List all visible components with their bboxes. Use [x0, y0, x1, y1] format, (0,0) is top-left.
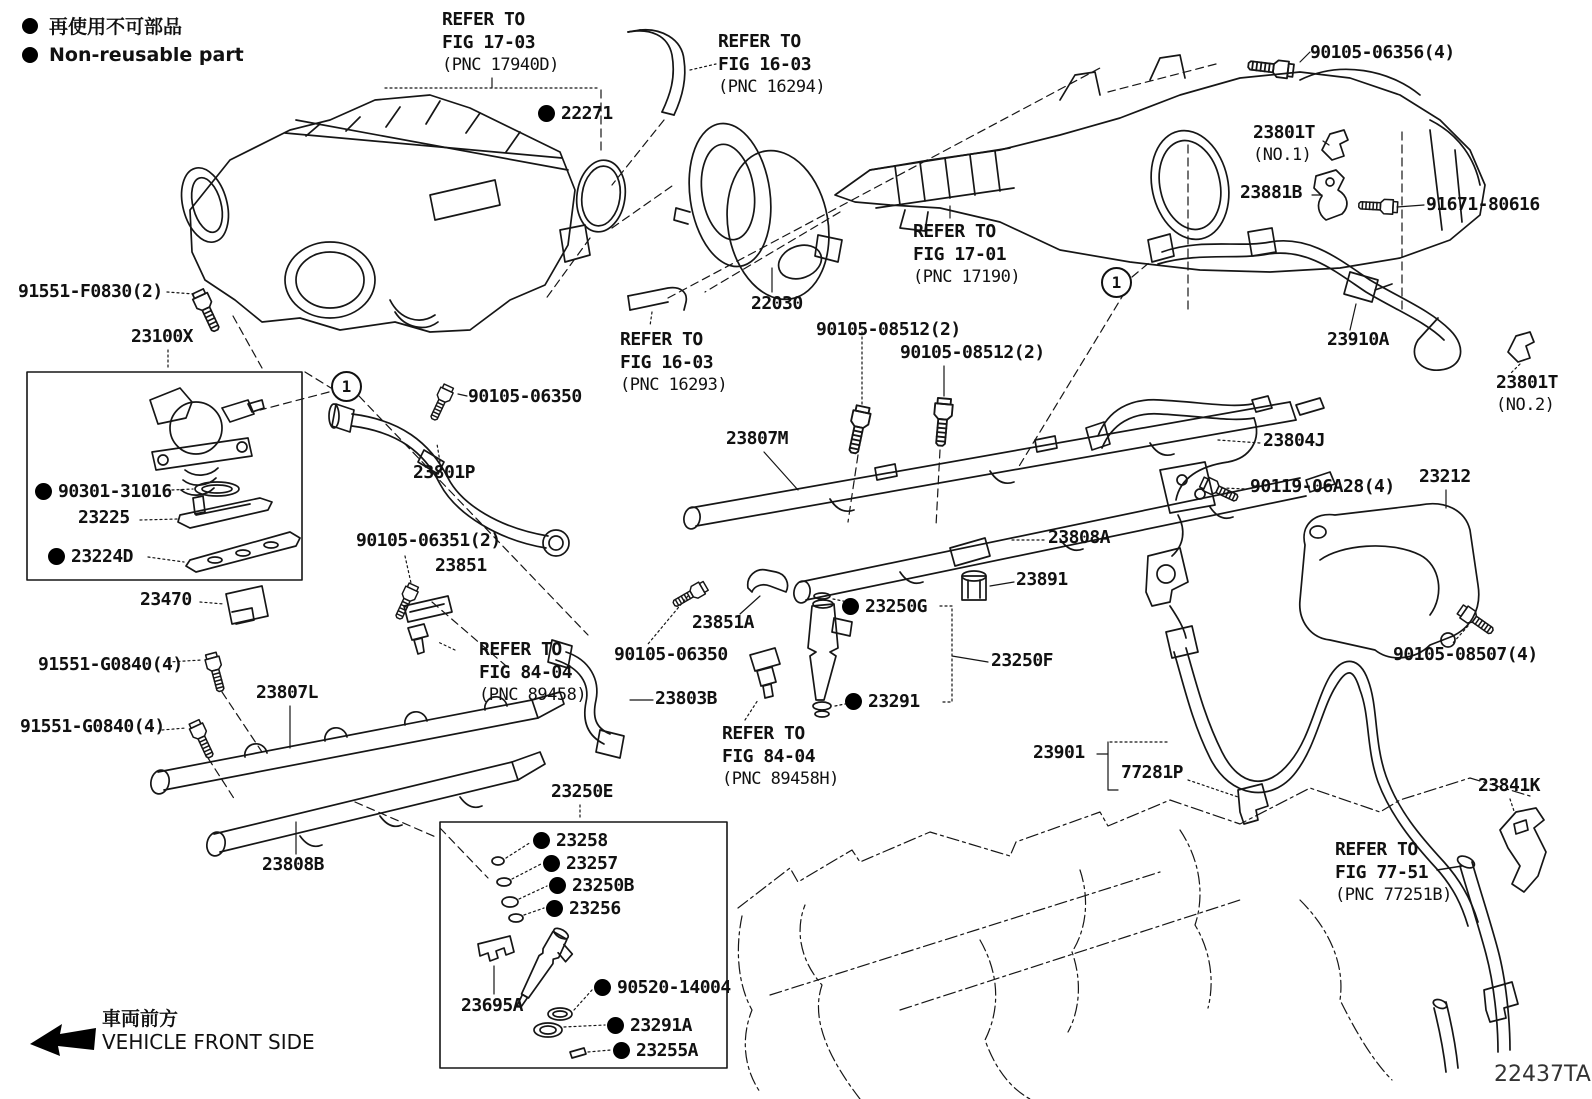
part-label-90105-06356: 90105-06356(4) — [1310, 42, 1455, 63]
non-reusable-icon — [845, 693, 862, 710]
clip-23801t-no1-art — [1322, 130, 1348, 160]
damper-23851-art — [404, 596, 452, 622]
vehicle-front-arrow-icon — [30, 1024, 96, 1056]
non-reusable-icon — [538, 105, 555, 122]
part-label-23891: 23891 — [1016, 569, 1068, 590]
bolt-90105-06350a — [427, 383, 455, 422]
part-label-23808a: 23808A — [1048, 527, 1111, 548]
part-label-22271: 22271 — [538, 103, 613, 124]
bolt-90105-06350b — [671, 580, 709, 610]
part-label-23851a: 23851A — [692, 612, 755, 633]
part-label-77281p: 77281P — [1121, 762, 1184, 783]
non-reusable-icon — [543, 855, 560, 872]
part-label-90105-08512-a: 90105-08512(2) — [816, 319, 961, 340]
part-label-23803b: 23803B — [655, 688, 718, 709]
part-label-90105-08512-b: 90105-08512(2) — [900, 342, 1045, 363]
part-label-90301-31016: 90301-31016 — [35, 481, 172, 502]
sensor-89458h-art — [750, 648, 780, 698]
hose-16293-art — [628, 288, 686, 310]
part-label-23801t-no1: 23801T (NO.1) — [1253, 122, 1316, 165]
part-label-23256: 23256 — [546, 898, 621, 919]
part-label-22030: 22030 — [751, 293, 803, 314]
ref-fig-77-51: REFER TO FIG 77-51 (PNC 77251B) — [1335, 839, 1452, 905]
non-reusable-icon — [549, 877, 566, 894]
part-label-90105-06350-a: 90105-06350 — [468, 386, 582, 407]
non-reusable-icon — [594, 979, 611, 996]
part-label-91551-f0830: 91551-F0830(2) — [18, 281, 163, 302]
part-label-23470: 23470 — [140, 589, 192, 610]
part-label-91671-80616: 91671-80616 — [1426, 194, 1540, 215]
part-label-91551-g0840-a: 91551-G0840(4) — [38, 654, 183, 675]
part-label-23801p: 23801P — [413, 462, 476, 483]
part-label-23100x: 23100X — [131, 326, 194, 347]
non-reusable-icon — [22, 18, 38, 34]
callout-1: 1 — [331, 371, 362, 402]
part-label-23225: 23225 — [78, 507, 130, 528]
part-label-23257: 23257 — [543, 853, 618, 874]
throttle-body-art — [674, 118, 842, 307]
bolt-90119-06a28 — [1199, 476, 1240, 505]
rail-23808b-art — [205, 752, 545, 858]
non-reusable-icon — [607, 1017, 624, 1034]
bolt-90105-08512a — [845, 405, 872, 455]
part-label-23807m: 23807M — [726, 428, 789, 449]
non-reusable-icon — [842, 598, 859, 615]
legend-nonreusable-en: Non-reusable part — [22, 44, 244, 66]
part-label-23910a: 23910A — [1327, 329, 1390, 350]
insulator-23224d-art — [186, 532, 300, 572]
part-label-23250b: 23250B — [549, 875, 634, 896]
part-label-23250g: 23250G — [842, 596, 927, 617]
part-label-23291a: 23291A — [607, 1015, 692, 1036]
o-ring-22271-art — [572, 157, 630, 235]
callout-1: 1 — [1101, 267, 1132, 298]
ref-fig-16-03-16294: REFER TO FIG 16-03 (PNC 16294) — [718, 31, 826, 97]
part-label-23255a: 23255A — [613, 1040, 698, 1061]
part-label-90119-06a28: 90119-06A28(4) — [1250, 476, 1395, 497]
part-label-23881b: 23881B — [1240, 182, 1303, 203]
gasket-23225-art — [178, 498, 272, 528]
air-cleaner-assembly-art — [174, 95, 590, 332]
bolt-91551-g0840b — [188, 719, 217, 760]
non-reusable-icon — [35, 483, 52, 500]
damper-23470-art — [226, 586, 268, 624]
part-label-23695a: 23695A — [461, 995, 524, 1016]
part-label-90105-06350-b: 90105-06350 — [614, 644, 728, 665]
hose-16294-art — [628, 30, 685, 115]
rail-23807l-art — [149, 692, 564, 796]
vehicle-front-label-en: VEHICLE FRONT SIDE — [102, 1030, 315, 1054]
part-label-23212: 23212 — [1419, 466, 1471, 487]
vehicle-front-label-jp: 車両前方 — [102, 1008, 179, 1030]
o-ring-90301-art — [195, 482, 239, 496]
ref-fig-84-04-89458: REFER TO FIG 84-04 (PNC 89458) — [479, 639, 587, 705]
diagram-code: 22437TA — [1494, 1062, 1591, 1087]
bolt-91551-f0830 — [191, 288, 224, 334]
part-label-23807l: 23807L — [256, 682, 319, 703]
part-label-23224d: 23224D — [48, 546, 133, 567]
non-reusable-icon — [48, 548, 65, 565]
legend-nonreusable-jp: 再使用不可部品 — [22, 12, 182, 39]
part-label-23801t-no2: 23801T (NO.2) — [1496, 372, 1559, 415]
non-reusable-icon — [22, 47, 38, 63]
non-reusable-icon — [613, 1042, 630, 1059]
part-label-23841k: 23841K — [1478, 775, 1541, 796]
clamp-23851a-art — [748, 570, 788, 592]
ref-fig-17-01: REFER TO FIG 17-01 (PNC 17190) — [913, 221, 1021, 287]
part-label-23291: 23291 — [845, 691, 920, 712]
engine-phantom-art — [738, 778, 1530, 1099]
non-reusable-icon — [546, 900, 563, 917]
part-label-90105-08507: 90105-08507(4) — [1393, 644, 1538, 665]
part-label-23901: 23901 — [1033, 742, 1085, 763]
bracket-23841k-art — [1500, 808, 1546, 892]
part-label-23258: 23258 — [533, 830, 608, 851]
part-label-90520-14004: 90520-14004 — [594, 977, 731, 998]
damper-23891-art — [962, 571, 986, 600]
ref-fig-84-04-89458h: REFER TO FIG 84-04 (PNC 89458H) — [722, 723, 839, 789]
part-label-23851: 23851 — [435, 555, 487, 576]
part-label-23250e: 23250E — [551, 781, 614, 802]
bolt-90105-08512b — [932, 398, 954, 447]
rail-23807m-art — [682, 398, 1324, 530]
ref-fig-17-03: REFER TO FIG 17-03 (PNC 17940D) — [442, 9, 559, 75]
non-reusable-icon — [533, 832, 550, 849]
bracket-23212-art — [1300, 504, 1479, 658]
part-label-23804j: 23804J — [1263, 430, 1326, 451]
pipe-23910a-art — [1148, 228, 1461, 370]
part-label-90105-06351: 90105-06351(2) — [356, 530, 501, 551]
sensor-89458-art — [408, 624, 428, 654]
ref-fig-16-03-16293: REFER TO FIG 16-03 (PNC 16293) — [620, 329, 728, 395]
clip-23801t-no2-art — [1508, 332, 1534, 362]
part-label-23250f: 23250F — [991, 650, 1054, 671]
bolt-91671-80616 — [1358, 198, 1397, 214]
part-label-23808b: 23808B — [262, 854, 325, 875]
bolt-91551-g0840a — [204, 652, 228, 693]
part-label-91551-g0840-b: 91551-G0840(4) — [20, 716, 165, 737]
